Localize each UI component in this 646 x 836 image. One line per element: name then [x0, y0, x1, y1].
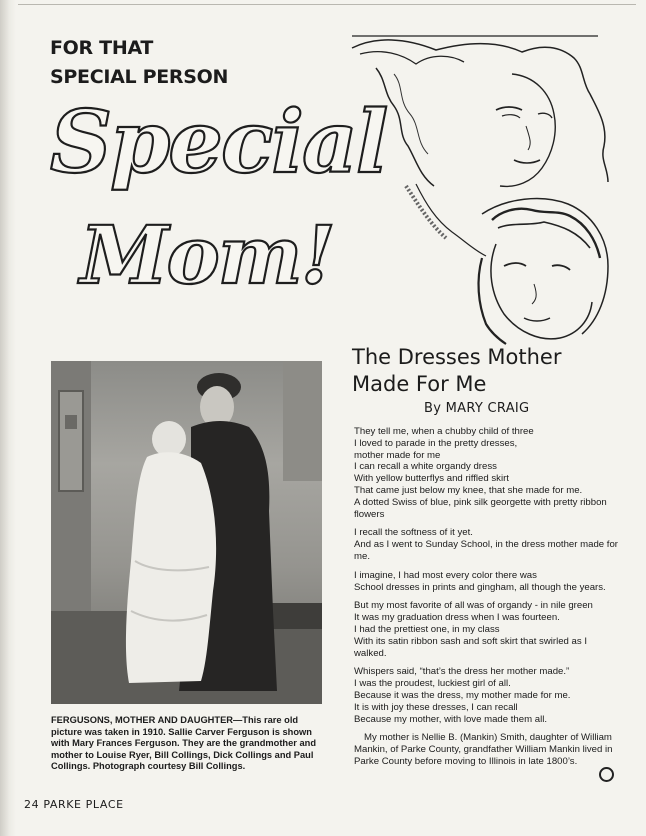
poem-line: But my most favorite of all was of organdy - in nile green: [354, 600, 593, 612]
photo-figures: [51, 361, 322, 704]
poem-line: It is with joy these dresses, I can recall: [354, 701, 518, 713]
page-number: 24: [24, 798, 40, 811]
poem-line: With yellow butterflys and riffled skirt: [354, 473, 509, 485]
page-binding-shadow: [0, 0, 16, 836]
family-photograph: [51, 361, 322, 704]
poem-line: Whispers said, “that’s the dress her mother made.”: [354, 666, 570, 678]
kicker-line-2: SPECIAL PERSON: [50, 66, 229, 88]
poem-line: And as I went to Sunday School, in the dress mother made for me.: [354, 539, 618, 562]
poem-line: A dotted Swiss of blue, pink silk georgette with pretty ribbon flowers: [354, 496, 607, 520]
poem-line: Because my mother, with love made them all.: [354, 713, 548, 725]
poem-line: They tell me, when a chubby child of three: [354, 426, 534, 437]
page-footer: [24, 798, 124, 811]
poem-line: School dresses in prints and gingham, all though the years.: [354, 581, 606, 593]
stanza-5: [354, 666, 622, 725]
poem-line: I had the prettiest one, in my class: [354, 623, 500, 635]
article-title: [352, 344, 632, 398]
stanza-3: [354, 570, 622, 594]
top-rule: [18, 4, 636, 5]
caption-body: —This rare old picture was taken in 1910. Sallie Carver Ferguson is shown with Mary Frances Ferguson. They are the grandmother and mother to Louise Ryer, Bill Collings, Dick Collings and Paul Collings. Photograph courtesy Bill Collings.: [51, 715, 317, 772]
poem-line: Because it was the dress, my mother made for me.: [354, 689, 571, 701]
kicker: [50, 34, 228, 92]
headline-mom: Mom!: [80, 208, 334, 302]
poem-line: It was my graduation dress when I was fourteen.: [354, 612, 560, 624]
article-title-line-2: Made For Me: [352, 372, 487, 396]
author-note: My mother is Nellie B. (Mankin) Smith, daughter of William Mankin, of Parke County, grandfather William Mankin lived in Parke County before moving to Illinois in late 1800’s.: [354, 732, 613, 767]
poem-line: I recall the softness of it yet.: [354, 527, 473, 539]
poem-line: I was the proudest, luckiest girl of all.: [354, 678, 511, 690]
headline-special: Special: [50, 92, 387, 193]
poem-line: mother made for me: [354, 449, 441, 461]
poem-body: [354, 426, 622, 775]
stanza-1: [354, 426, 622, 520]
photo-caption: [51, 715, 323, 773]
kicker-line-1: FOR THAT: [50, 37, 154, 59]
poem-line: With its satin ribbon sash and soft skirt that swirled as I walked.: [354, 635, 588, 659]
stanza-2: [354, 527, 622, 562]
poem-line: That came just below my knee, that she made for me.: [354, 484, 583, 496]
mother-child-illustration: [346, 34, 618, 346]
stanza-4: [354, 600, 622, 659]
poem-line: I imagine, I had most every color there was: [354, 569, 537, 581]
byline: By MARY CRAIG: [424, 401, 530, 416]
poem-line: I can recall a white organdy dress: [354, 461, 497, 473]
caption-lead: FERGUSONS, MOTHER AND DAUGHTER: [51, 715, 233, 725]
publication-name: PARKE PLACE: [43, 798, 124, 811]
poem-line: I loved to parade in the pretty dresses,: [354, 437, 518, 449]
article-title-line-1: The Dresses Mother: [352, 345, 562, 369]
end-mark-icon: [599, 767, 614, 782]
